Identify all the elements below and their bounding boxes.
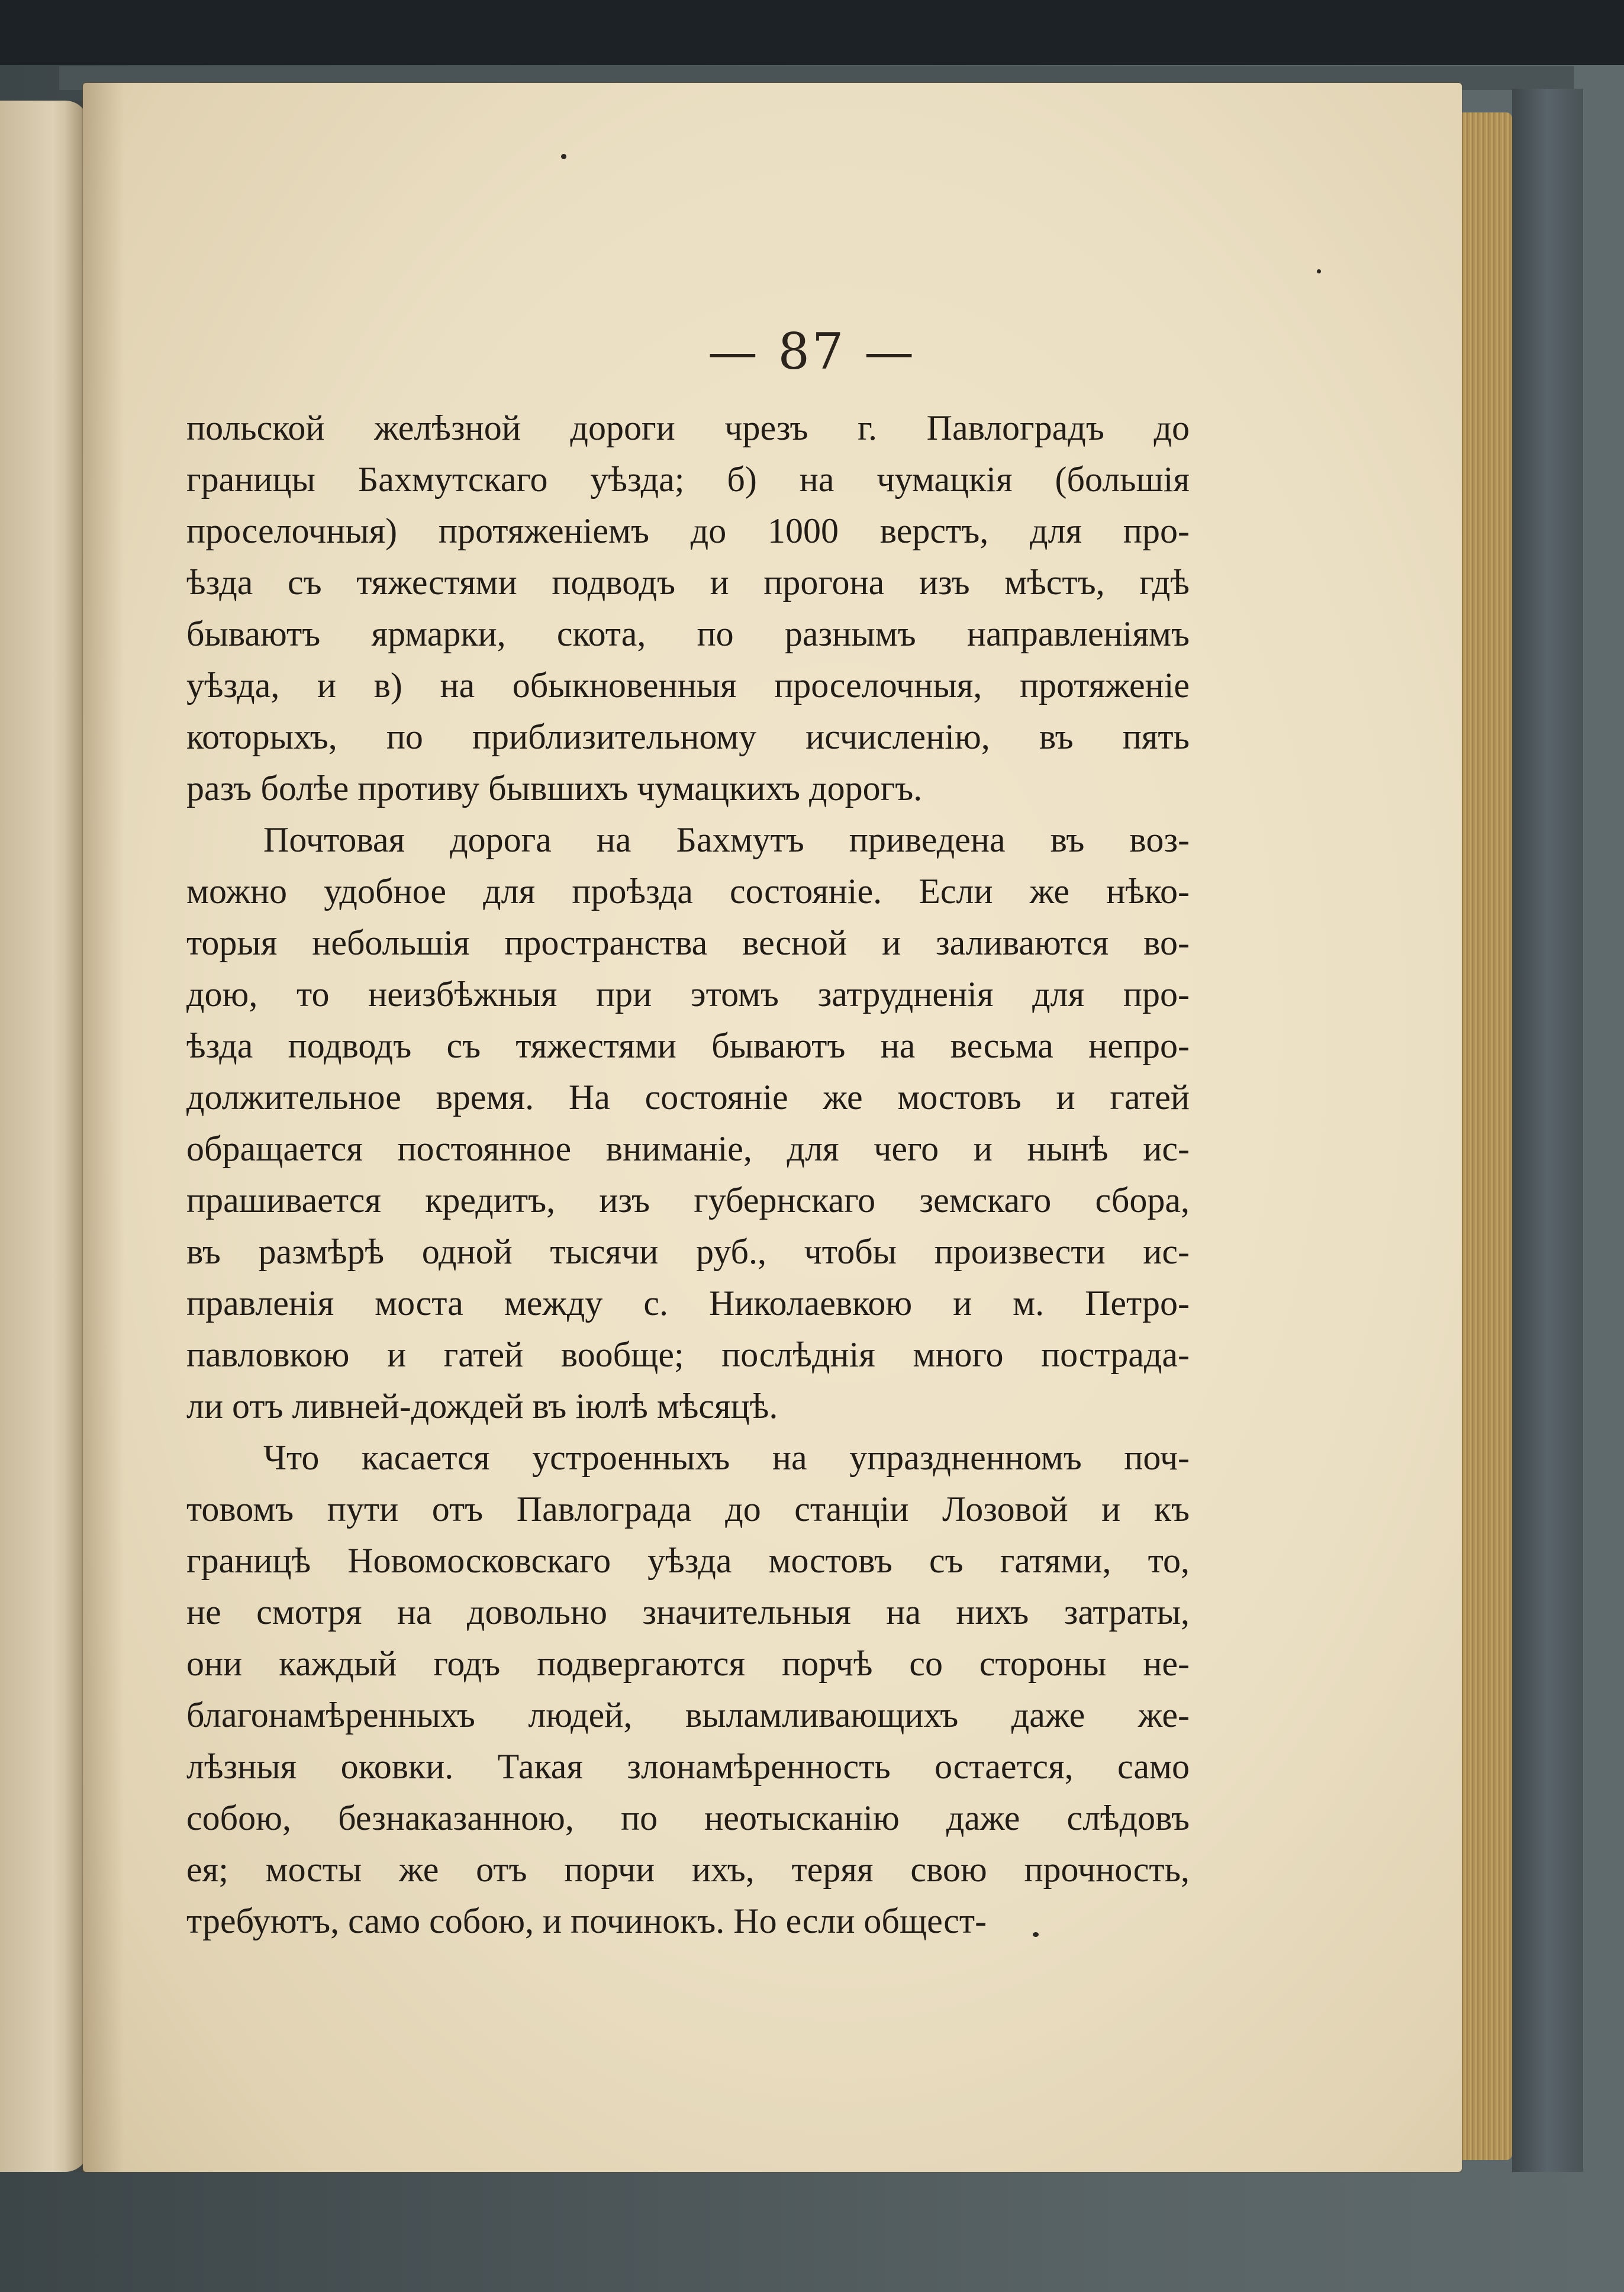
text-line: уѣзда, и в) на обыкновенныя проселочныя, протяженіе xyxy=(186,666,1190,705)
text-line: Что касается устроенныхъ на упраздненномъ поч- xyxy=(263,1438,1190,1477)
text-line: польской желѣзной дороги чрезъ г. Павлоградъ до xyxy=(186,408,1190,447)
text-line: проселочныя) протяженіемъ до 1000 верстъ, для про- xyxy=(186,511,1190,550)
text-line: собою, безнаказанною, по неотысканію даже слѣдовъ xyxy=(186,1798,1190,1838)
page-number: — 87 — xyxy=(707,323,917,381)
paper-speck xyxy=(561,154,566,159)
text-line: границы Бахмутскаго уѣзда; б) на чумацкія (большія xyxy=(186,460,1190,499)
text-line: бываютъ ярмарки, скота, по разнымъ направленіямъ xyxy=(186,614,1190,653)
page-gutter xyxy=(83,83,124,2172)
text-line: правленія моста между с. Николаевкою и м. Петро- xyxy=(186,1284,1190,1323)
text-line: они каждый годъ подвергаются порчѣ со стороны не- xyxy=(186,1644,1190,1683)
text-line: не смотря на довольно значительныя на нихъ затраты, xyxy=(186,1593,1190,1632)
text-line: благонамѣренныхъ людей, выламливающихъ даже же- xyxy=(186,1695,1190,1735)
text-line: Почтовая дорога на Бахмутъ приведена въ воз- xyxy=(263,820,1190,859)
text-line: торыя небольшія пространства весной и заливаются во- xyxy=(186,923,1190,962)
text-line: разъ болѣе противу бывшихъ чумацкихъ дорогъ. xyxy=(186,769,923,808)
text-line: должительное время. На состояніе же мостовъ и гатей xyxy=(186,1078,1190,1117)
text-line: дою, то неизбѣжныя при этомъ затрудненія для про- xyxy=(186,975,1190,1014)
cover-right-edge xyxy=(1512,89,1583,2172)
text-line: прашивается кредитъ, изъ губернскаго земскаго сбора, xyxy=(186,1181,1190,1220)
text-line: ли отъ ливней-дождей въ іюлѣ мѣсяцѣ. xyxy=(186,1387,778,1426)
text-line: ѣзда подводъ съ тяжестями бываютъ на весьма непро- xyxy=(186,1026,1190,1065)
text-line: обращается постоянное вниманіе, для чего и нынѣ ис- xyxy=(186,1129,1190,1168)
page-text xyxy=(186,402,1190,1947)
text-line: товомъ пути отъ Павлограда до станціи Лозовой и къ xyxy=(186,1490,1190,1529)
text-line: ѣзда съ тяжестями подводъ и прогона изъ мѣстъ, гдѣ xyxy=(186,563,1190,602)
text-line: лѣзныя оковки. Такая злонамѣренность остается, само xyxy=(186,1747,1190,1786)
text-line: можно удобное для проѣзда состояніе. Если же нѣко- xyxy=(186,872,1190,911)
paper-speck xyxy=(1317,269,1321,273)
text-line: требуютъ, само собою, и починокъ. Но если общест- xyxy=(186,1901,987,1940)
text-line: границѣ Новомосковскаго уѣзда мостовъ съ гатями, то, xyxy=(186,1541,1190,1580)
page-fore-edge xyxy=(1453,112,1512,2160)
text-line: которыхъ, по приблизительному исчисленію, въ пять xyxy=(186,717,1190,756)
text-line: ея; мосты же отъ порчи ихъ, теряя свою прочность, xyxy=(186,1850,1190,1889)
text-line: въ размѣрѣ одной тысячи руб., чтобы произвести ис- xyxy=(186,1232,1190,1271)
text-line: павловкою и гатей вообще; послѣднія много пострада- xyxy=(186,1335,1190,1374)
